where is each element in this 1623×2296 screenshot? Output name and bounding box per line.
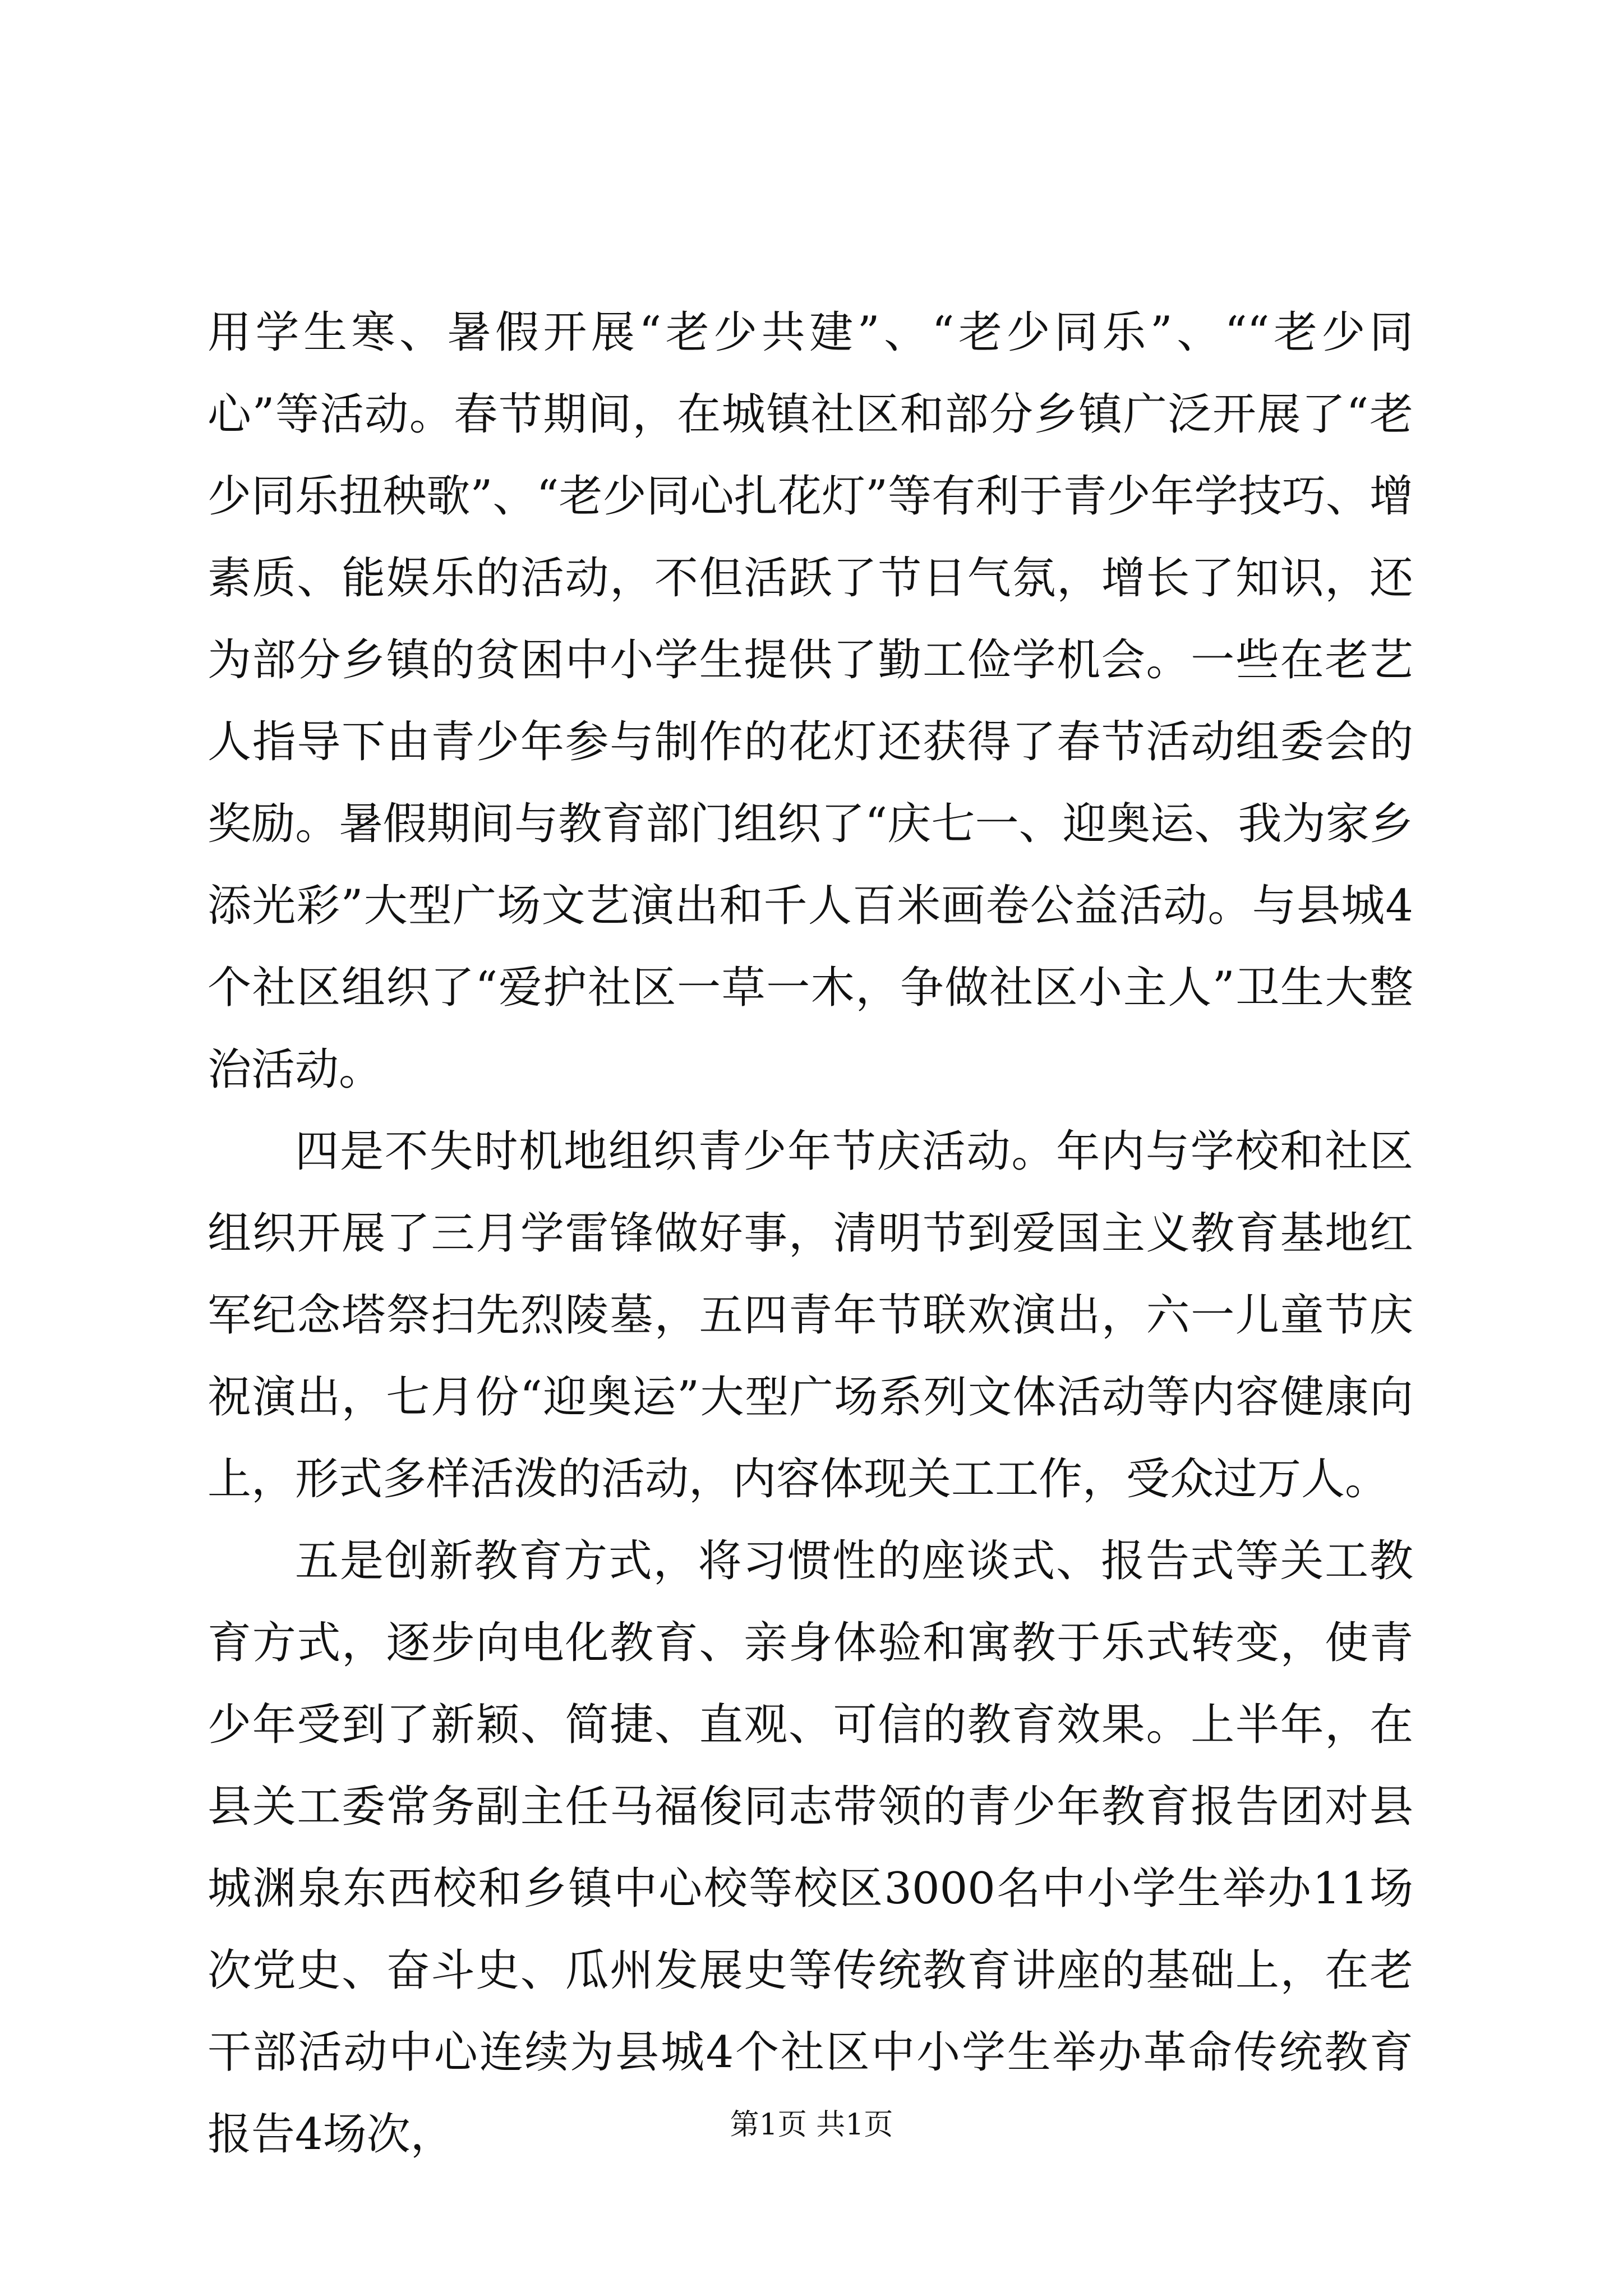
paragraph-3: 五是创新教育方式，将习惯性的座谈式、报告式等关工教育方式，逐步向电化教育、亲身体验和寓教于乐式转变，使青少年受到了新颖、简捷、直观、可信的教育效果。上半年，在县关工委常务副主任马福俊同志带领的青少年教育报告团对县城渊泉东西校和乡镇中心校等校区3000名中小学生举办11场次党史、奋斗史、瓜州发展史等传统教育讲座的基础上，在老干部活动中心连续为县城4个社区中小学生举办革命传统教育报告4场次，: [208, 1536, 1413, 2160]
body-text: [208, 292, 1413, 2175]
page-footer: 第1页 共1页: [730, 2108, 893, 2142]
paragraph-2: 四是不失时机地组织青少年节庆活动。年内与学校和社区组织开展了三月学雷锋做好事，清明节到爱国主义教育基地红军纪念塔祭扫先烈陵墓，五四青年节联欢演出，六一儿童节庆祝演出，七月份“迎奥运”大型广场系列文体活动等内容健康向上，形式多样活泼的活动，内容体现关工工作，受众过万人。: [208, 1126, 1413, 1504]
paragraph-1: 用学生寒、暑假开展“老少共建”、“老少同乐”、““老少同心”等活动。春节期间，在城镇社区和部分乡镇广泛开展了“老少同乐扭秧歌”、“老少同心扎花灯”等有利于青少年学技巧、增素质、能娱乐的活动，不但活跃了节日气氛，增长了知识，还为部分乡镇的贫困中小学生提供了勤工俭学机会。一些在老艺人指导下由青少年参与制作的花灯还获得了春节活动组委会的奖励。暑假期间与教育部门组织了“庆七一、迎奥运、我为家乡添光彩”大型广场文艺演出和千人百米画卷公益活动。与县城4个社区组织了“爱护社区一草一木，争做社区小主人”卫生大整治活动。: [208, 307, 1413, 1095]
